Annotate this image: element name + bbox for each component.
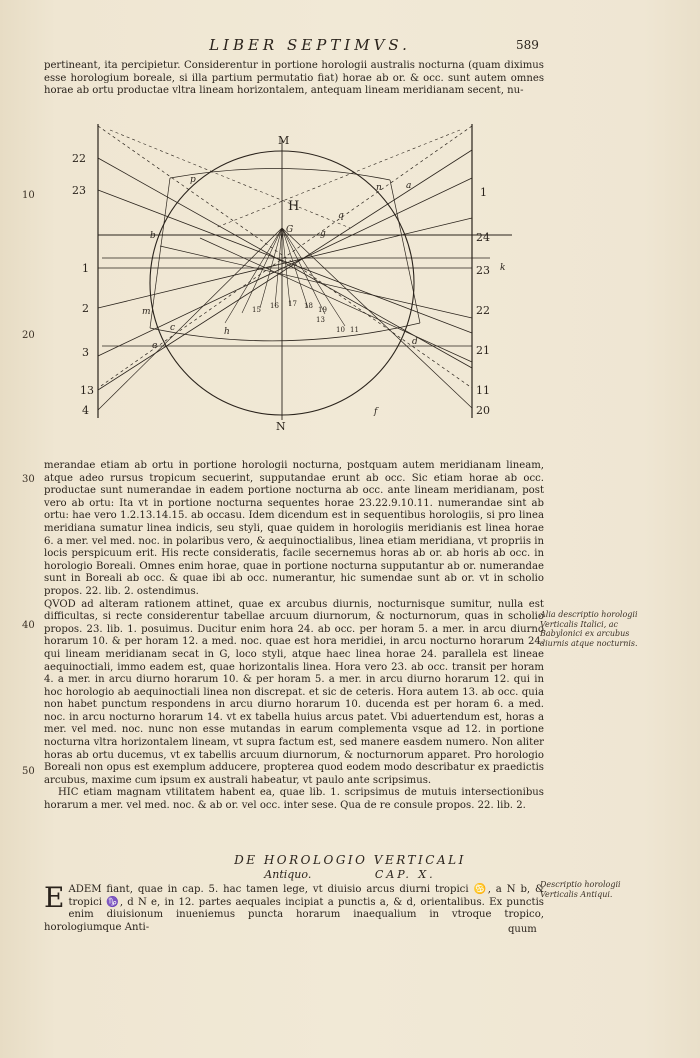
right-hour-label: 21 xyxy=(476,344,490,357)
label-bottom: N xyxy=(276,420,286,433)
section-heading: DE HOROLOGIO VERTICALI xyxy=(234,853,466,867)
drop-cap: E xyxy=(44,881,65,914)
radial-hour-label: 10 xyxy=(336,326,345,334)
paragraph-quod: QVOD ad alteram rationem attinet, quae ex arcubus diurnis, nocturnisque sumitur, nulla est difficultas, si recte considerentur tabellae arcuum diurnorum, & nocturnorum, quas in scholio propos. 23. lib. 1. posuimus. Ducitur enim hora 24. ab occ. per horam 5. a mer. in arcu diurno horarum 10. & per horam 12. a med. noc. quae est hora meridiei, in arcu nocturno horarum 24. qui lineam meridianam secat in G, loco styli, atque haec linea horae 24. parallela est lineae aequinoctiali, immo eadem est, quae horizontalis linea. Hora vero 23. ab occ. transit per horam 4. a mer. in arcu diurno horarum 10. & per horam 5. a mer. in arcu diurno horarum 12. qui in hoc horologio ab aequinoctiali linea non discrepat. et sic de ceteris. Hora autem 13. ab occ. quia non habet punctum respondens in arcu diurno horarum 10. ducenda est per horam 6. a med. noc. in arcu nocturno horarum 14. vt ex tabella huius arcus patet. Vbi aduertendum est, horas a mer. vel med. noc. nunc non esse mutandas in earum complementa vsque ad 12. in portione nocturna vltra horizontalem lineam, vt supra factum est, sed manere easdem numero. Non aliter horas ab ortu ducemus, vt ex tabellis arcuum diurnorum, & nocturnorum apparet. Pro horologio Boreali non opus est exemplum adducere, propterea quod eodem modo describatur ex praedictis arcubus, maxime cum ipsum ex australi habeatur, vt paulo ante scripsimus. xyxy=(44,598,544,786)
radial-hour-label: 19 xyxy=(318,306,327,314)
paragraph-hic: HIC etiam magnam vtilitatem habent ea, quae lib. 1. scripsimus de mutuis intersectionibus horarum a mer. vel med. noc. & ab or. vel occ. inter sese. Qua de re consule propos. 22. lib. 2. xyxy=(44,787,544,812)
point-label: g xyxy=(320,229,326,239)
left-hour-label: 13 xyxy=(80,384,94,397)
right-hour-label: 1 xyxy=(480,186,487,199)
radial-hour-label: 13 xyxy=(316,316,325,324)
section-subheading-left: Antiquo. xyxy=(264,868,312,881)
radial-hour-label: 18 xyxy=(304,302,313,310)
right-hour-label: 20 xyxy=(476,404,490,417)
line-number-40: 40 xyxy=(22,620,35,631)
point-label: m xyxy=(142,307,151,317)
line-number-30: 30 xyxy=(22,474,35,485)
paragraph-final xyxy=(44,881,544,934)
radial-hour-label: 16 xyxy=(270,302,279,310)
point-label: k xyxy=(500,263,506,273)
point-label: f xyxy=(374,407,378,417)
right-hour-label: 11 xyxy=(476,384,490,397)
margin-note-1: Alia descriptio horologii Verticalis Italici, ac Babylonici ex arcubus diurnis atque nocturnis. xyxy=(540,610,638,648)
section-subheading-right: CAP. X. xyxy=(374,868,436,881)
margin-note-2: Descriptio horologii Verticalis Antiqui. xyxy=(540,880,621,899)
point-label: q xyxy=(338,211,344,221)
left-hour-label: 1 xyxy=(82,262,89,275)
left-hour-label: 3 xyxy=(82,346,89,359)
left-hour-label: 4 xyxy=(82,404,89,417)
paragraph-middle: merandae etiam ab ortu in portione horologii nocturna, postquam autem meridianam lineam, atque adeo rursus tropicum secuerint, supputandae erunt ab occ. Sic etiam horae ab occ. productae sunt numerandae in eadem portione nocturna ab occ. ante lineam meridianam, post vero ab ortu: Ita vt in portione nocturna sequentes horae 23.22.9.10.11. numerandae sint ab ortu: hae vero 1.2.13.14.15. ab occasu. Idem dicendum est in sequentibus horologiis, si pro linea meridiana sumatur linea indicis, seu styli, quae quidem in horologiis meridianis est linea horae 6. a mer. vel med. noc. in polaribus vero, & aequinoctialibus, linea etiam meridiana, vt propriis in locis perspicuum erit. His recte consideratis, facile secernemus horas ab or. ab horis ab occ. in horologio Boreali. Omnes enim horae, quae in portione nocturna supputantur ab or. numerandae sunt in Boreali ab occ. & quae ibi ab occ. numerantur, hic sumendae sunt ab or. vt in scholio propos. 22. lib. 2. ostendimus. xyxy=(44,460,544,597)
running-title: LIBER SEPTIMVS. xyxy=(209,36,411,54)
main-text xyxy=(44,460,544,813)
label-center: H xyxy=(288,199,300,214)
paragraph-top-text: pertineant, ita percipietur. Considerentur in portione horologii australis nocturna (quam diximus esse horologium boreale, si illa partium permutatio fiat) horae ab or. & occ. sunt autem omnes horae ab ortu productae vltra lineam horizontalem, antequam lineam meridianam secent, nu- xyxy=(44,60,544,97)
point-label: n xyxy=(376,183,382,193)
catchword: quum xyxy=(508,924,537,935)
radial-hour-label: 17 xyxy=(288,300,297,308)
paragraph-top xyxy=(44,60,544,98)
radial-hour-label: 11 xyxy=(350,326,359,334)
radial-hour-label: 15 xyxy=(252,306,261,314)
label-top: M xyxy=(278,134,290,147)
right-hour-label: 22 xyxy=(476,304,490,317)
point-label: c xyxy=(170,323,176,333)
left-hour-label: 2 xyxy=(82,302,89,315)
right-hour-label: 23 xyxy=(476,264,490,277)
point-label: a xyxy=(406,181,412,191)
point-label: G xyxy=(286,225,294,235)
right-hour-label: 24 xyxy=(476,231,490,244)
page-number: 589 xyxy=(516,38,539,52)
paragraph-final-text: ADEM fiant, quae in cap. 5. hac tamen lege, vt diuisio arcus diurni tropici ♋, a N b, & tropici ♑, d N e, in 12. partes aequales incipiat a punctis a, & d, orientalibus. Ex punctis enim diuisionum inueniemus puncta horarum inaequalium in vtroque tropico, horologiumque Anti- xyxy=(44,884,544,933)
line-number-20: 20 xyxy=(22,330,35,341)
line-number-10: 10 xyxy=(22,190,35,201)
point-label: e xyxy=(152,341,158,351)
line-number-50: 50 xyxy=(22,766,35,777)
point-label: p xyxy=(190,175,196,185)
point-label: h xyxy=(224,327,230,337)
left-hour-label: 23 xyxy=(72,184,86,197)
point-label: b xyxy=(150,231,156,241)
left-hour-label: 22 xyxy=(72,152,86,165)
point-label: d xyxy=(412,337,418,347)
sundial-diagram xyxy=(20,118,540,442)
